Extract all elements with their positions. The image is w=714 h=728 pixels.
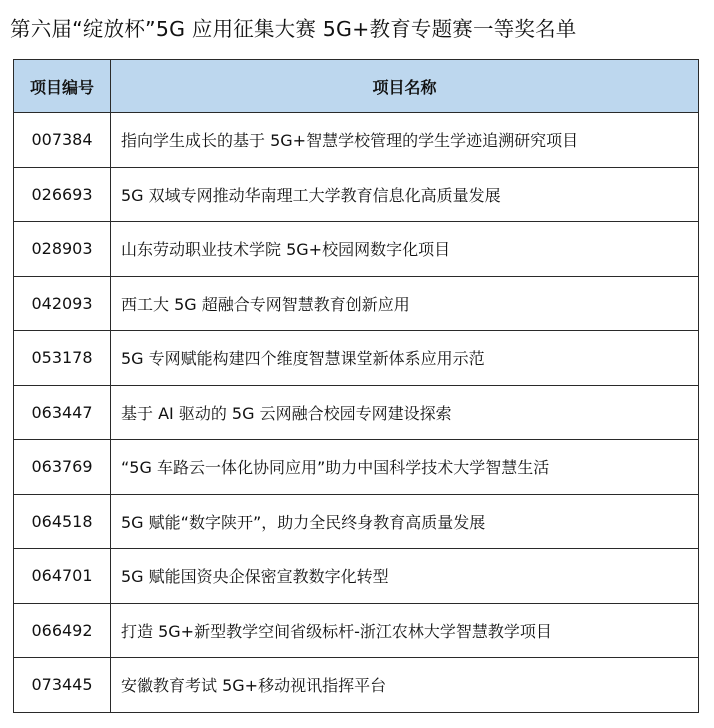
project-id-cell: 064518: [14, 494, 111, 549]
project-id-cell: 063769: [14, 440, 111, 495]
project-name-cell: 基于 AI 驱动的 5G 云网融合校园专网建设探索: [111, 385, 699, 440]
project-id-cell: 053178: [14, 331, 111, 386]
table-row: [14, 440, 699, 495]
table-row: [14, 658, 699, 713]
table-row: [14, 549, 699, 604]
table-row: [14, 385, 699, 440]
table-row: [14, 167, 699, 222]
project-id-cell: 064701: [14, 549, 111, 604]
project-id-cell: 007384: [14, 113, 111, 168]
project-name-cell: 安徽教育考试 5G+移动视讯指挥平台: [111, 658, 699, 713]
project-id-cell: 026693: [14, 167, 111, 222]
table-row: [14, 276, 699, 331]
project-id-cell: 066492: [14, 603, 111, 658]
table-header-row: [14, 60, 699, 113]
project-name-cell: “5G 车路云一体化协同应用”助力中国科学技术大学智慧生活: [111, 440, 699, 495]
header-project-id: 项目编号: [14, 60, 111, 113]
project-name-cell: 西工大 5G 超融合专网智慧教育创新应用: [111, 276, 699, 331]
award-table: [13, 59, 699, 713]
table-row: [14, 222, 699, 277]
project-id-cell: 042093: [14, 276, 111, 331]
project-name-cell: 指向学生成长的基于 5G+智慧学校管理的学生学迹追溯研究项目: [111, 113, 699, 168]
project-id-cell: 063447: [14, 385, 111, 440]
project-name-cell: 打造 5G+新型教学空间省级标杆-浙江农林大学智慧教学项目: [111, 603, 699, 658]
project-id-cell: 028903: [14, 222, 111, 277]
table-row: [14, 603, 699, 658]
header-project-name: 项目名称: [111, 60, 699, 113]
project-name-cell: 5G 双域专网推动华南理工大学教育信息化高质量发展: [111, 167, 699, 222]
project-name-cell: 5G 赋能“数字陕开”，助力全民终身教育高质量发展: [111, 494, 699, 549]
table-row: [14, 494, 699, 549]
document-title: 第六届“绽放杯”5G 应用征集大赛 5G+教育专题赛一等奖名单: [10, 17, 577, 41]
project-name-cell: 5G 赋能国资央企保密宣教数字化转型: [111, 549, 699, 604]
table-row: [14, 331, 699, 386]
project-name-cell: 5G 专网赋能构建四个维度智慧课堂新体系应用示范: [111, 331, 699, 386]
project-id-cell: 073445: [14, 658, 111, 713]
project-name-cell: 山东劳动职业技术学院 5G+校园网数字化项目: [111, 222, 699, 277]
table-row: [14, 113, 699, 168]
